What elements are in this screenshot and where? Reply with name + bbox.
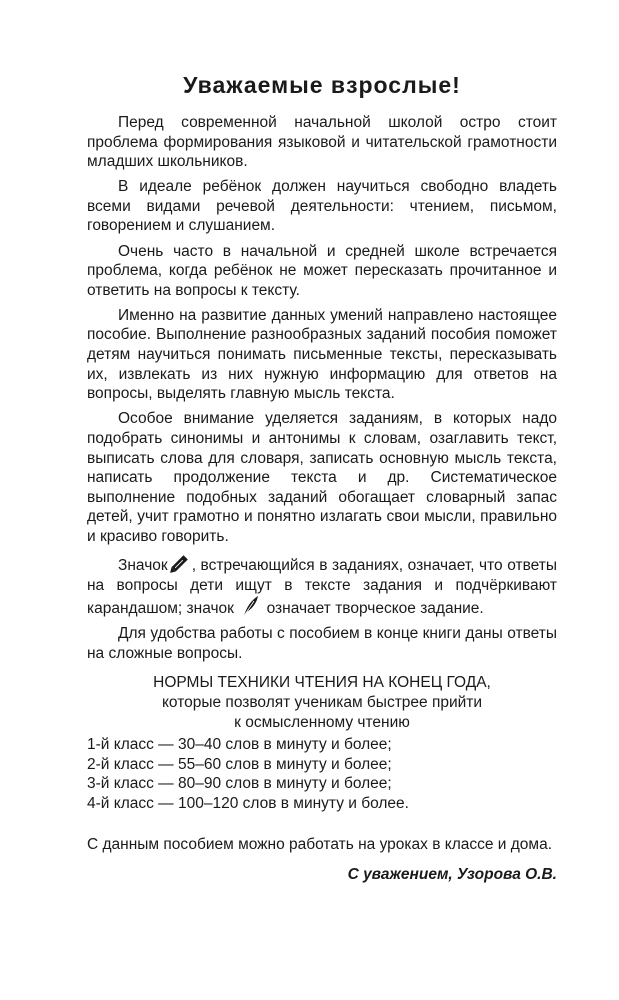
paragraph-5: Особое внимание уделяется заданиям, в которых надо подобрать синонимы и антонимы к словам, озаглавить текст, выписать слова для словаря, записать основную мысль текста, написать продолжение текста и др. Систематическое выполнение подобных заданий обогащает словарный запас детей, учит грамотно и понятно излагать свои мысли, правильно и красиво говорить.: [87, 410, 557, 545]
list-item: 4-й класс — 100–120 слов в минуту и более.: [87, 795, 409, 812]
paragraph-3: Очень часто в начальной и средней школе встречается проблема, когда ребёнок не может пересказать прочитанное и ответить на вопросы к тексту.: [87, 242, 557, 299]
intro-text: [87, 113, 557, 663]
reading-norms-heading: [87, 673, 557, 732]
feather-icon: [238, 595, 262, 617]
paragraph-1: Перед современной начальной школой остро стоит проблема формирования языковой и читательской грамотности младших школьников.: [87, 114, 557, 171]
norms-heading-line-1: НОРМЫ ТЕХНИКИ ЧТЕНИЯ НА КОНЕЦ ГОДА,: [153, 674, 491, 692]
paragraph-6-end: означает творческое задание.: [266, 600, 484, 618]
norms-heading-line-3: к осмысленному чтению: [234, 713, 410, 731]
paragraph-7: Для удобства работы с пособием в конце книги даны ответы на сложные вопросы.: [87, 625, 557, 662]
pencil-icon: [168, 552, 192, 574]
norms-heading-line-2: которые позволят ученикам быстрее прийти: [161, 694, 483, 712]
page-content: [87, 70, 557, 885]
paragraph-6-start: Значок: [118, 556, 168, 574]
paragraph-6: [87, 552, 557, 619]
closing-note: С данным пособием можно работать на уроках в классе и дома.: [87, 835, 553, 853]
signature: С уважением, Узорова О.В.: [347, 866, 557, 884]
list-item: 2-й класс — 55–60 слов в минуту и более;: [87, 755, 392, 773]
page-title: Уважаемые взрослые!: [183, 72, 461, 98]
list-item: 1-й класс — 30–40 слов в минуту и более;: [87, 736, 392, 754]
paragraph-2: В идеале ребёнок должен научиться свободно владеть всеми видами речевой деятельности: чтением, письмом, говорением и слушанием.: [87, 178, 557, 235]
paragraph-4: Именно на развитие данных умений направлено настоящее пособие. Выполнение разнообразных заданий пособия поможет детям научиться понимать письменные тексты, пересказывать их, извлекать из них нужную информацию для ответов на вопросы, выделять главную мысль текста.: [87, 306, 557, 403]
list-item: 3-й класс — 80–90 слов в минуту и более;: [87, 775, 392, 793]
reading-norms-list: [87, 735, 557, 813]
paragraph-6-middle: , встречающийся в заданиях, означает, что ответы на вопросы дети ищут в тексте задания и подчёркивают карандашом; значок: [87, 556, 557, 618]
